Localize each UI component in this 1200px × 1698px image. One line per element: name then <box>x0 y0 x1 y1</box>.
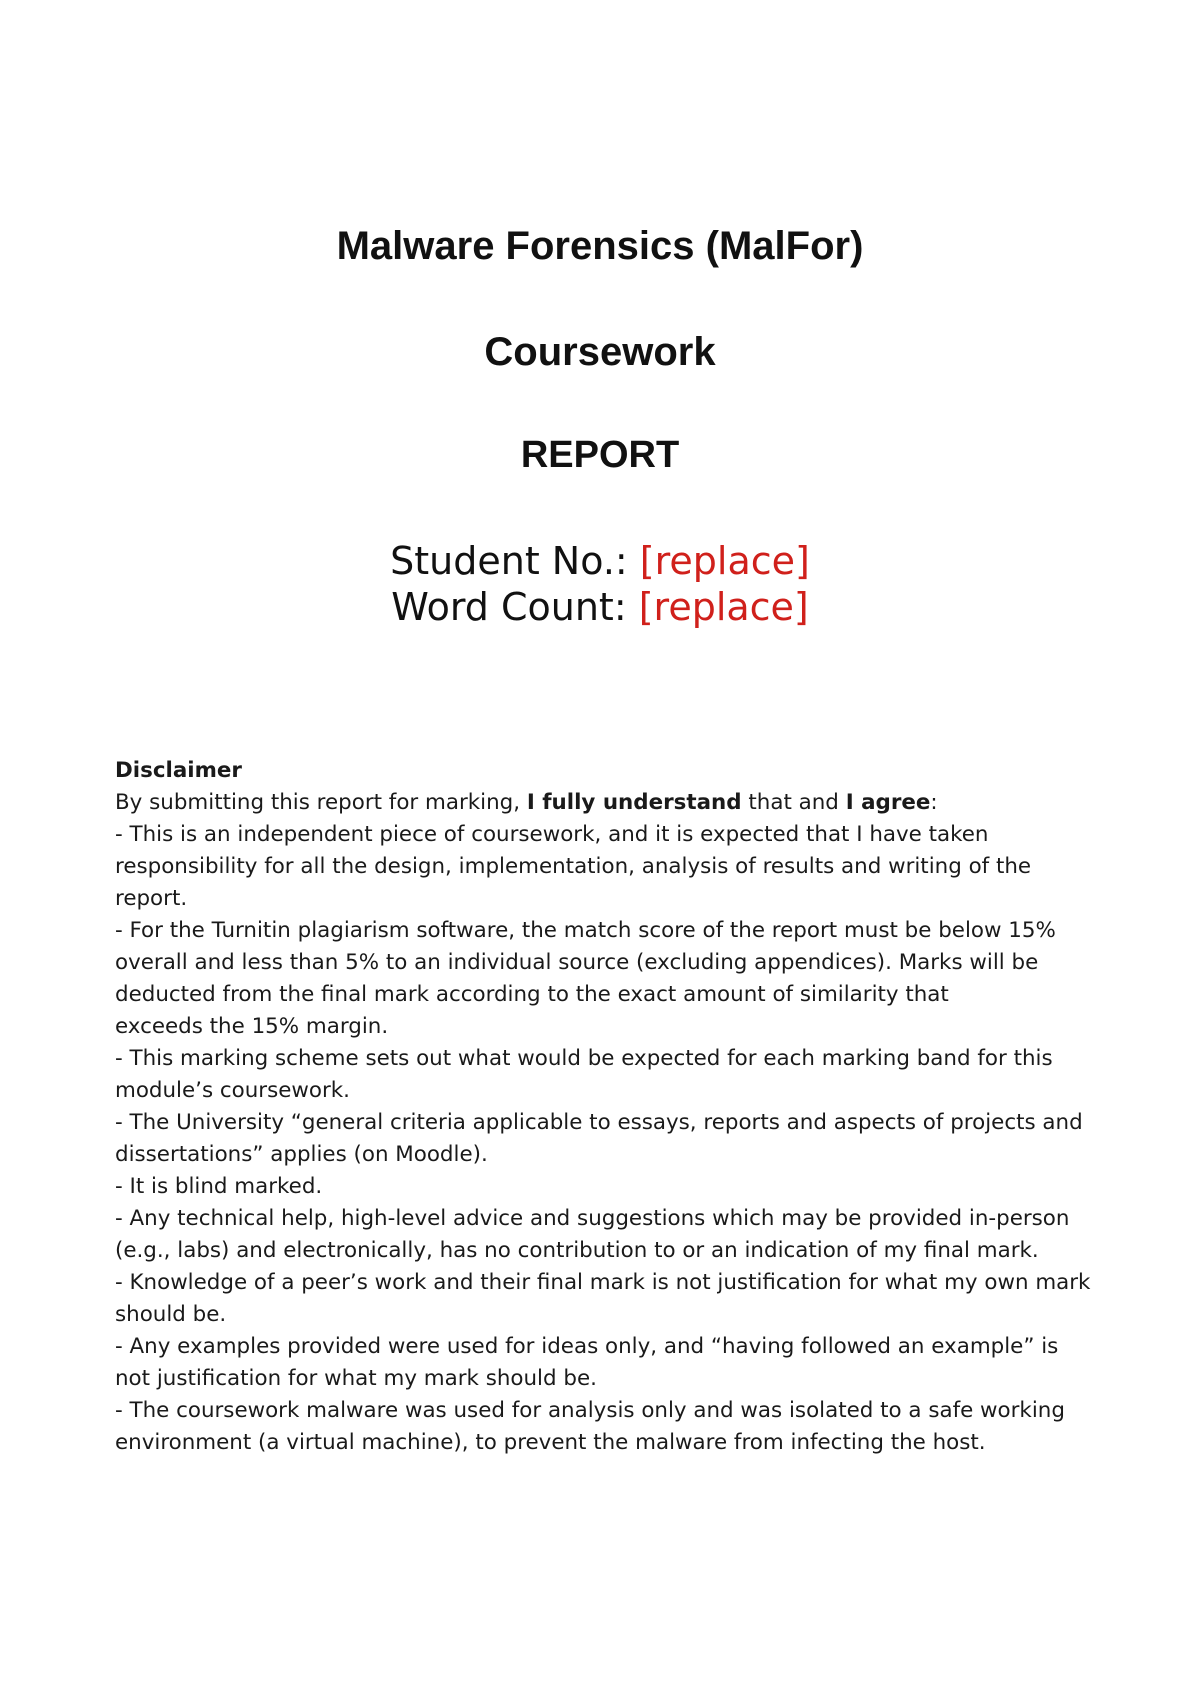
student-number-value: [replace] <box>639 539 810 583</box>
disclaimer-line: exceeds the 15% margin. <box>115 1014 389 1039</box>
disclaimer-intro-text: : <box>930 790 938 815</box>
disclaimer-line: not justification for what my mark should be. <box>115 1366 597 1391</box>
disclaimer-intro-emphasis: I fully understand <box>526 790 742 815</box>
disclaimer-line: - For the Turnitin plagiarism software, the match score of the report must be below 15% <box>115 918 1056 943</box>
disclaimer-line: responsibility for all the design, implementation, analysis of results and writing of the <box>115 854 1032 879</box>
disclaimer-line: should be. <box>115 1302 227 1327</box>
disclaimer-line: - The coursework malware was used for analysis only and was isolated to a safe working <box>115 1398 1065 1423</box>
disclaimer-intro <box>115 787 1095 819</box>
disclaimer-line: - It is blind marked. <box>115 1174 323 1199</box>
disclaimer-line: - The University “general criteria applicable to essays, reports and aspects of projects and <box>115 1110 1083 1135</box>
document-subtitle: Coursework <box>484 330 716 374</box>
document-title: Malware Forensics (MalFor) <box>336 224 864 268</box>
disclaimer-line: - Any examples provided were used for ideas only, and “having followed an example” is <box>115 1334 1059 1359</box>
disclaimer-line: - This marking scheme sets out what would be expected for each marking band for this <box>115 1046 1053 1071</box>
word-count-label: Word Count: <box>391 585 639 629</box>
disclaimer-heading: Disclaimer <box>115 758 242 783</box>
disclaimer-intro-emphasis: I agree <box>845 790 931 815</box>
disclaimer-intro-text: By submitting this report for marking, <box>115 790 527 815</box>
disclaimer-line: (e.g., labs) and electronically, has no contribution to or an indication of my final mark. <box>115 1238 1039 1263</box>
disclaimer-line: dissertations” applies (on Moodle). <box>115 1142 488 1167</box>
document-report-label: REPORT <box>520 434 680 476</box>
student-number-label: Student No.: <box>390 539 640 583</box>
disclaimer-line: - This is an independent piece of coursework, and it is expected that I have taken <box>115 822 989 847</box>
disclaimer-intro-text: that and <box>741 790 846 815</box>
disclaimer-line: - Knowledge of a peer’s work and their final mark is not justification for what my own mark <box>115 1270 1091 1295</box>
disclaimer-line: deducted from the final mark according to the exact amount of similarity that <box>115 982 949 1007</box>
word-count-value: [replace] <box>638 585 809 629</box>
disclaimer-line: environment (a virtual machine), to prevent the malware from infecting the host. <box>115 1430 986 1455</box>
disclaimer-line: - Any technical help, high-level advice and suggestions which may be provided in-person <box>115 1206 1070 1231</box>
disclaimer-line: report. <box>115 886 188 911</box>
disclaimer-section <box>115 755 1095 1459</box>
word-count-line <box>0 584 1200 630</box>
student-number-line <box>0 538 1200 584</box>
disclaimer-line: module’s coursework. <box>115 1078 350 1103</box>
disclaimer-line: overall and less than 5% to an individual source (excluding appendices). Marks will be <box>115 950 1039 975</box>
